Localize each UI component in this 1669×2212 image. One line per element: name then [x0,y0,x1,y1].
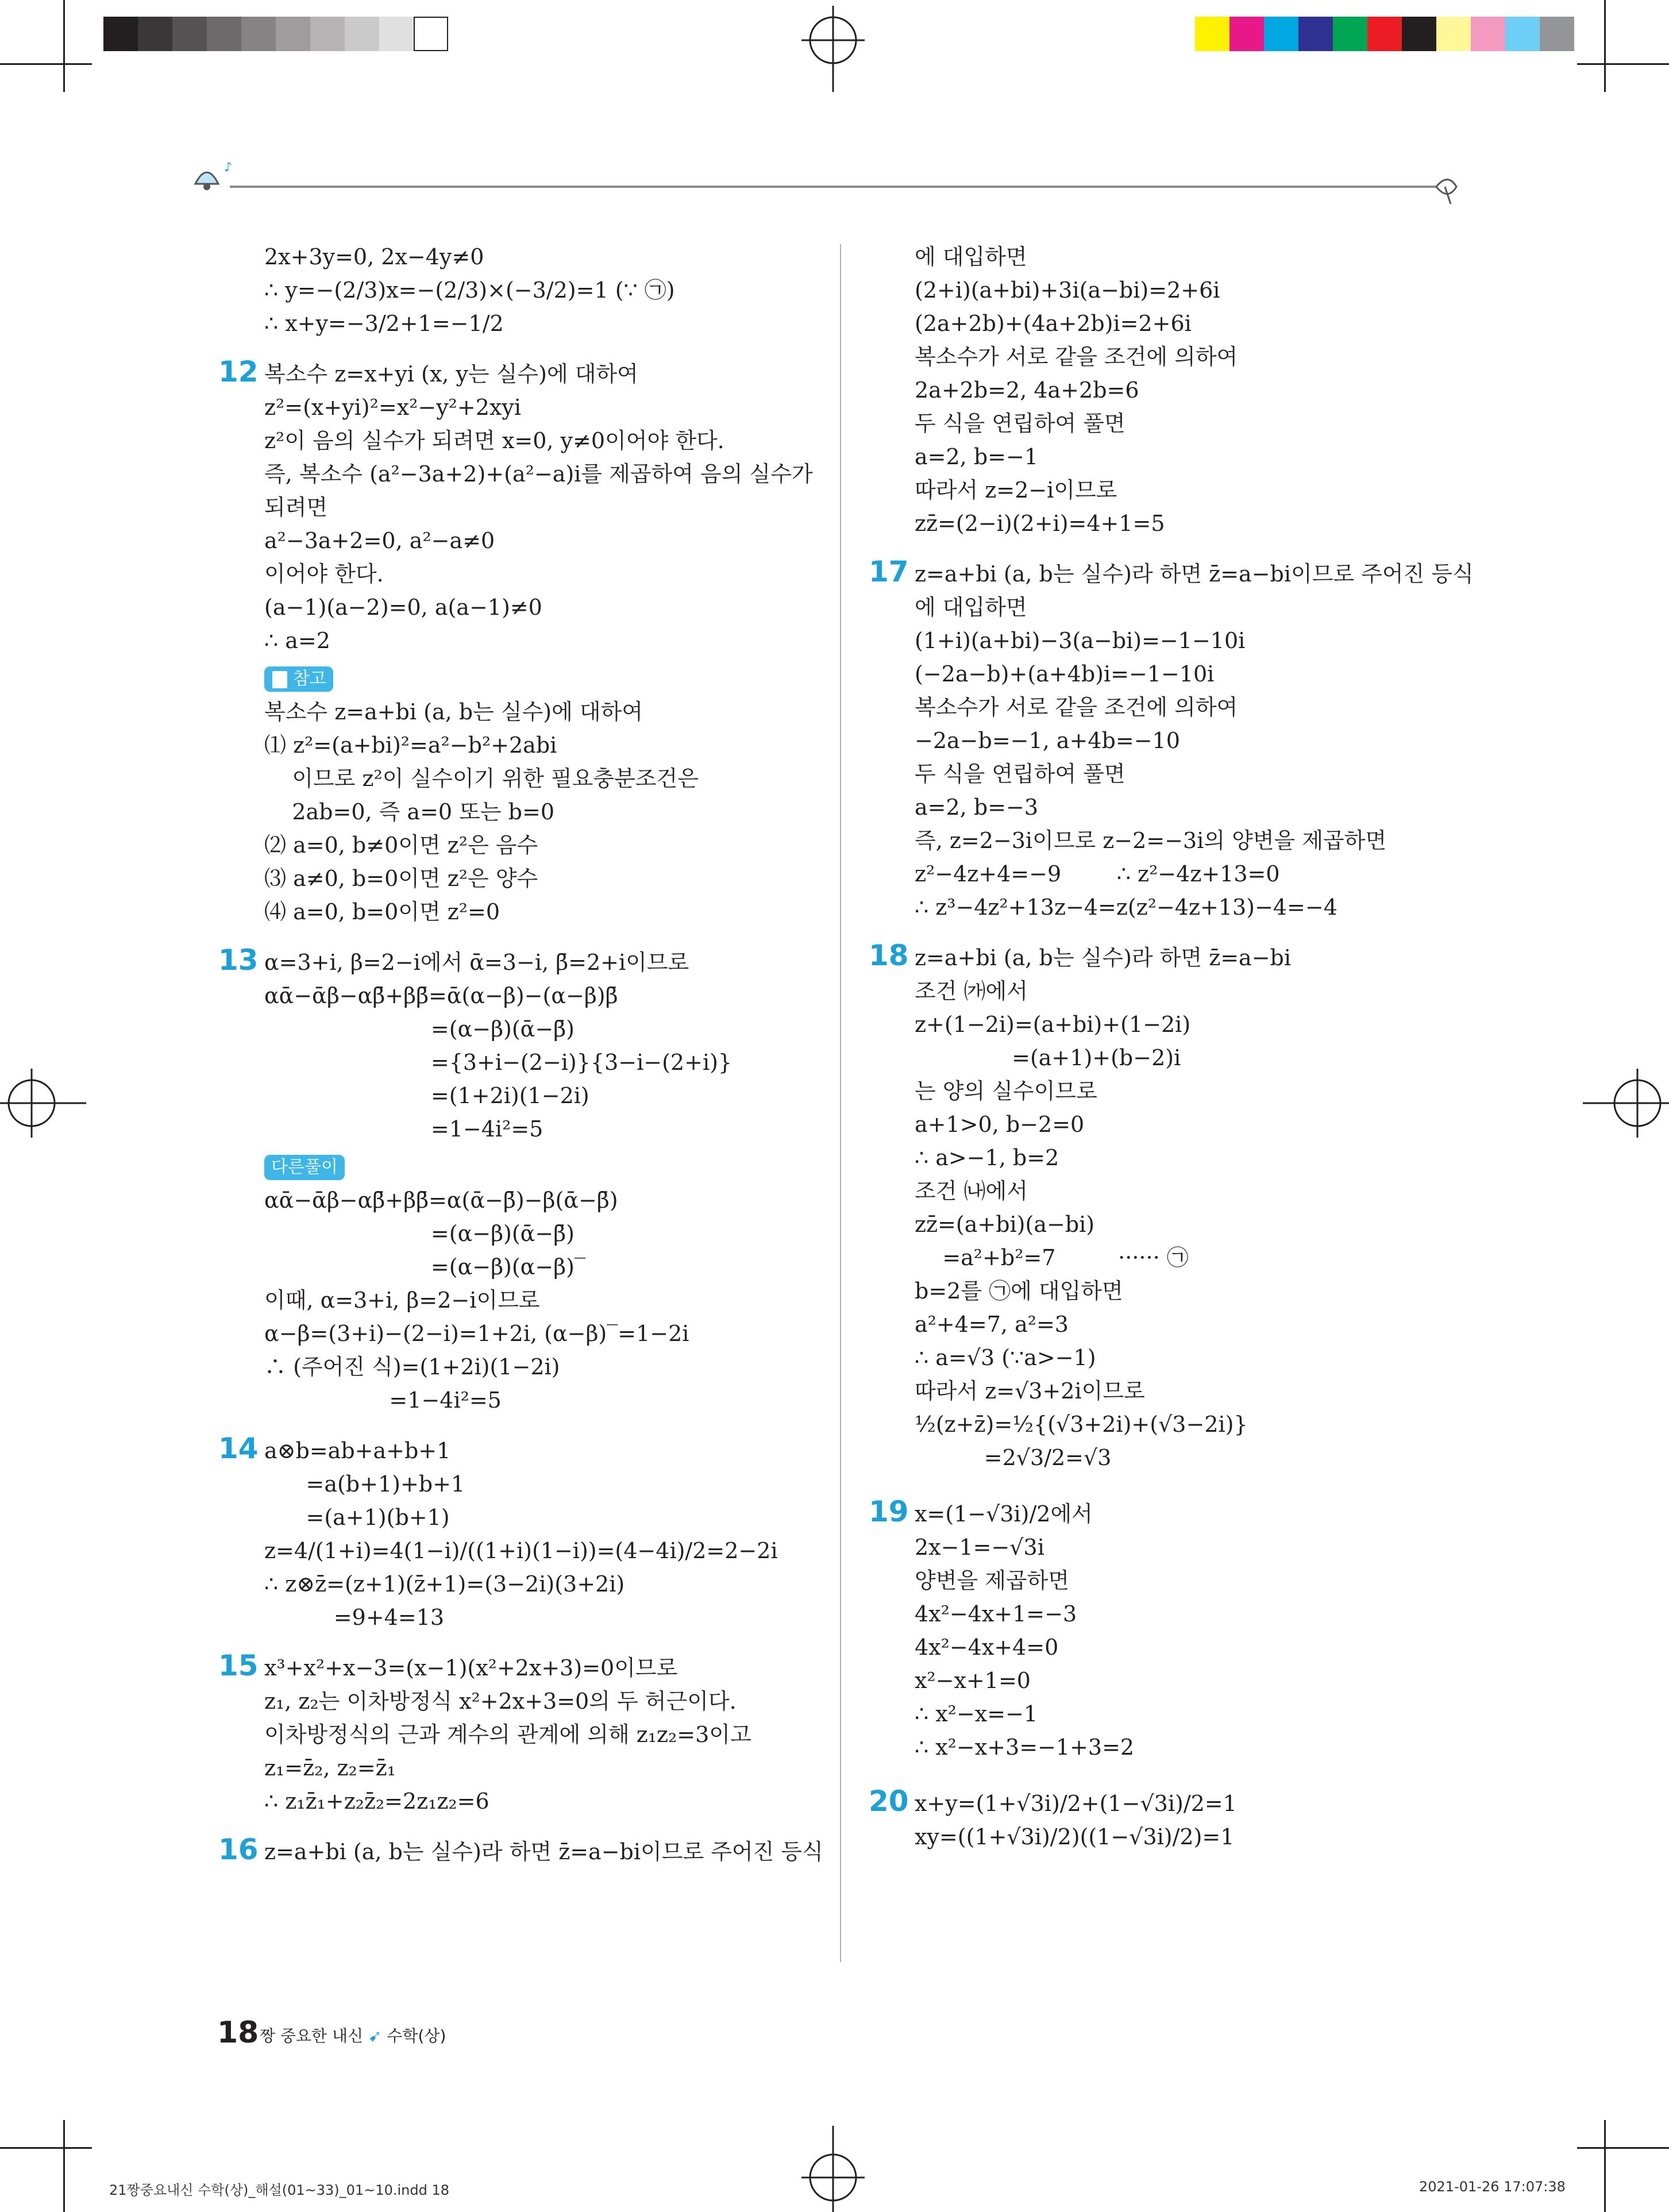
text-line: 에 대입하면 [915,244,1027,269]
color-swatch [1367,17,1402,51]
text-line: 에 대입하면 [915,595,1027,620]
crop-mark [63,0,65,92]
text-line: xy=((1+√3i)/2)((1−√3i)/2)=1 [915,1824,1235,1849]
memo-icon [271,670,288,689]
text-line: ∴ x²−x+3=−1+3=2 [915,1735,1135,1760]
text-line: ∴ y=−(2/3)x=−(2/3)×(−3/2)=1 (∵ ㉠) [264,278,675,303]
gray-swatch [345,17,379,51]
text-line: 2a+2b=2, 4a+2b=6 [915,377,1139,403]
book-title: 짱 중요한 내신 ➹ 수학(상) [260,2026,446,2045]
bell-decoration-icon [195,160,232,190]
text-line: x=(1−√3i)/2에서 [915,1501,1093,1527]
text-line: αᾱ−ᾱβ−αβ̄+ββ̄=α(ᾱ−β̄)−β(ᾱ−β̄) [264,1188,618,1213]
gray-swatch [241,17,276,51]
color-swatch [1471,17,1505,51]
color-swatch [1436,17,1471,51]
crop-mark [63,2120,65,2212]
color-swatch [1195,17,1229,51]
text-line: a=2, b=−1 [915,444,1039,469]
gray-swatch [379,17,414,51]
problem-number: 15 [218,1649,259,1682]
gray-swatch [138,17,172,51]
text-line: 복소수 z=x+yi (x, y는 실수)에 대하여 [264,361,638,387]
svg-text:♪: ♪ [224,160,233,175]
text-line: 4x²−4x+4=0 [915,1635,1059,1660]
file-slug: 21짱중요내신 수학(상)_해설(01~33)_01~10.indd 18 [109,2182,449,2198]
text-line: ⑶ a≠0, b=0이면 z²은 양수 [264,866,538,891]
text-line: =a(b+1)+b+1 [264,1471,465,1497]
text-line: 즉, 복소수 (a²−3a+2)+(a²−a)i를 제곱하여 음의 실수가 [264,461,813,487]
text-line: ⑷ a=0, b=0이면 z²=0 [264,899,500,924]
text-line: 따라서 z=2−i이므로 [915,477,1117,503]
ribbon-end-icon [1436,180,1456,205]
crop-mark [1604,2120,1606,2212]
text-line: a²−3a+2=0, a²−a≠0 [264,528,495,553]
text-line: =(α−β)(ᾱ−β̄) [264,1016,575,1042]
text-line: zz̄=(a+bi)(a−bi) [915,1212,1095,1237]
text-line: =(a+1)(b+1) [264,1505,450,1530]
text-line: =(a+1)+(b−2)i [915,1045,1181,1070]
text-line: 즉, z=2−3i이므로 z−2=−3i의 양변을 제곱하면 [915,828,1387,853]
text-line: =(α−β)(α−β)‾ [264,1254,585,1280]
text-line: ∴ z⊗z̄=(z+1)(z̄+1)=(3−2i)(3+2i) [264,1571,625,1597]
problem-number: 18 [869,939,909,972]
gray-swatch [103,17,138,51]
problem-number: 16 [218,1833,259,1866]
registration-target-icon [801,6,865,98]
text-line: =(1+2i)(1−2i) [264,1083,589,1108]
text-line: (2+i)(a+bi)+3i(a−bi)=2+6i [915,278,1220,303]
text-line: z+(1−2i)=(a+bi)+(1−2i) [915,1012,1191,1037]
text-line: 두 식을 연립하여 풀면 [915,761,1125,787]
text-line: 조건 ㈎에서 [915,978,1028,1004]
text-line: a²+4=7, a²=3 [915,1312,1069,1337]
text-line: ½(z+z̄)=½{(√3+2i)+(√3−2i)} [915,1412,1248,1437]
text-line: αᾱ−ᾱβ−αβ̄+ββ̄=ᾱ(α−β)−(α−β)β̄ [264,983,618,1008]
text-line: ={3+i−(2−i)}{3−i−(2+i)} [264,1050,733,1075]
text-line: 이차방정식의 근과 계수의 관계에 의해 z₁z₂=3이고 [264,1722,751,1747]
text-line: −2a−b=−1, a+4b=−10 [915,728,1180,753]
text-line: ∴ a=2 [264,628,330,653]
crop-mark [1577,63,1669,65]
text-line: α=3+i, β=2−i에서 ᾱ=3−i, β̄=2+i이므로 [264,950,689,975]
text-line: 2x−1=−√3i [915,1535,1044,1560]
problem-number: 17 [869,555,909,588]
crop-mark [0,63,92,65]
text-line: ⑵ a=0, b≠0이면 z²은 음수 [264,833,538,858]
text-line: (−2a−b)+(a+4b)i=−1−10i [915,661,1215,687]
text-line: 조건 ㈏에서 [915,1178,1028,1204]
text-line: a⊗b=ab+a+b+1 [264,1438,451,1463]
gray-swatch [172,17,207,51]
gray-swatch [414,17,448,51]
problem-number: 20 [869,1785,909,1818]
color-swatch [1229,17,1264,51]
registration-target-icon [801,2120,865,2212]
color-swatch [1540,17,1574,51]
text-line: 따라서 z=√3+2i이므로 [915,1378,1145,1404]
text-line: z₁, z₂는 이차방정식 x²+2x+3=0의 두 허근이다. [264,1689,737,1714]
registration-target-icon [1577,1069,1669,1138]
text-line: x³+x²+x−3=(x−1)(x²+2x+3)=0이므로 [264,1655,678,1681]
registration-target-icon [0,1069,92,1138]
text-line: 4x²−4x+1=−3 [915,1601,1077,1627]
text-line: z=4/(1+i)=4(1−i)/((1+i)(1−i))=(4−4i)/2=2−2i [264,1538,778,1563]
text-line: 2ab=0, 즉 a=0 또는 b=0 [264,799,555,824]
page-number: 18 [217,2016,259,2050]
text-line: 는 양의 실수이므로 [915,1078,1097,1104]
text-line: a+1>0, b−2=0 [915,1112,1085,1137]
text-line: z=a+bi (a, b는 실수)라 하면 z̄=a−bi이므로 주어진 등식 [915,561,1474,587]
text-line: z²=(x+yi)²=x²−y²+2xyi [264,395,521,420]
text-line: 이때, α=3+i, β=2−i이므로 [264,1288,540,1313]
text-line: z=a+bi (a, b는 실수)라 하면 z̄=a−bi [915,945,1292,970]
text-line: zz̄=(2−i)(2+i)=4+1=5 [915,511,1165,536]
text-line: =a²+b²=7 ······ ㉠ [915,1245,1189,1270]
text-line: =1−4i²=5 [264,1388,502,1413]
text-line: 이므로 z²이 실수이기 위한 필요충분조건은 [264,766,699,791]
text-line: α−β=(3+i)−(2−i)=1+2i, (α−β)‾=1−2i [264,1321,689,1346]
text-line: 양변을 제곱하면 [915,1568,1070,1593]
text-line: 복소수가 서로 같을 조건에 의하여 [915,695,1238,720]
text-line: ∴ x²−x=−1 [915,1701,1038,1727]
text-line: a=2, b=−3 [915,795,1039,820]
column-divider [840,244,841,1962]
color-swatch [1402,17,1436,51]
text-line: 복소수 z=a+bi (a, b는 실수)에 대하여 [264,699,643,725]
note-tag [264,666,333,692]
text-line: ∴ a>−1, b=2 [915,1145,1059,1170]
text-line: 두 식을 연립하여 풀면 [915,411,1125,436]
problem-number: 14 [218,1432,259,1465]
header-rule [184,155,1471,207]
gray-swatch [310,17,345,51]
text-line: =(α−β)(ᾱ−β̄) [264,1221,575,1246]
text-line: x+y=(1+√3i)/2+(1−√3i)/2=1 [915,1791,1237,1816]
problem-number: 19 [869,1495,909,1528]
text-line: z=a+bi (a, b는 실수)라 하면 z̄=a−bi이므로 주어진 등식 [264,1839,823,1864]
text-line: (2a+2b)+(4a+2b)i=2+6i [915,311,1192,336]
text-line: ⑴ z²=(a+bi)²=a²−b²+2abi [264,733,557,758]
text-line: b=2를 ㉠에 대입하면 [915,1278,1123,1304]
color-swatch [1264,17,1298,51]
text-line: ∴ z³−4z²+13z−4=z(z²−4z+13)−4=−4 [915,895,1337,920]
text-line: 이어야 한다. [264,561,384,587]
leaf-icon: ➹ [368,2026,382,2045]
note-tag-label: 다른풀이 [271,1157,338,1177]
text-line: ∴ x+y=−3/2+1=−1/2 [264,311,504,336]
text-line: =2√3/2=√3 [915,1445,1112,1470]
text-line: (a−1)(a−2)=0, a(a−1)≠0 [264,595,542,620]
text-line: x²−x+1=0 [915,1668,1031,1693]
crop-mark [1604,0,1606,92]
note-tag-label: 참고 [293,669,326,689]
text-line: 복소수가 서로 같을 조건에 의하여 [915,344,1238,369]
date-slug: 2021-01-26 17:07:38 [1419,2179,1566,2195]
text-line: (1+i)(a+bi)−3(a−bi)=−1−10i [915,628,1246,653]
problem-number: 13 [218,943,259,977]
color-swatch [1333,17,1367,51]
color-swatch [1505,17,1540,51]
text-line: =1−4i²=5 [264,1116,544,1142]
text-line: ∴ z₁z̄₁+z₂z̄₂=2z₁z₂=6 [264,1789,489,1814]
problem-number: 12 [218,355,259,388]
gray-swatch [276,17,310,51]
text-line: =9+4=13 [264,1605,445,1630]
text-line: ∴ a=√3 (∵a>−1) [915,1345,1096,1370]
text-line: z²−4z+4=−9 ∴ z²−4z+13=0 [915,861,1280,887]
text-line: z₁=z̄₂, z₂=z̄₁ [264,1755,396,1781]
note-tag [264,1155,345,1180]
text-line: ∴ (주어진 식)=(1+2i)(1−2i) [264,1354,560,1379]
text-line: 되려면 [264,495,328,520]
text-line: 2x+3y=0, 2x−4y≠0 [264,244,484,269]
crop-mark [0,2147,92,2149]
color-swatch [1298,17,1333,51]
crop-mark [1577,2147,1669,2149]
text-line: z²이 음의 실수가 되려면 x=0, y≠0이어야 한다. [264,428,724,453]
gray-swatch [207,17,241,51]
